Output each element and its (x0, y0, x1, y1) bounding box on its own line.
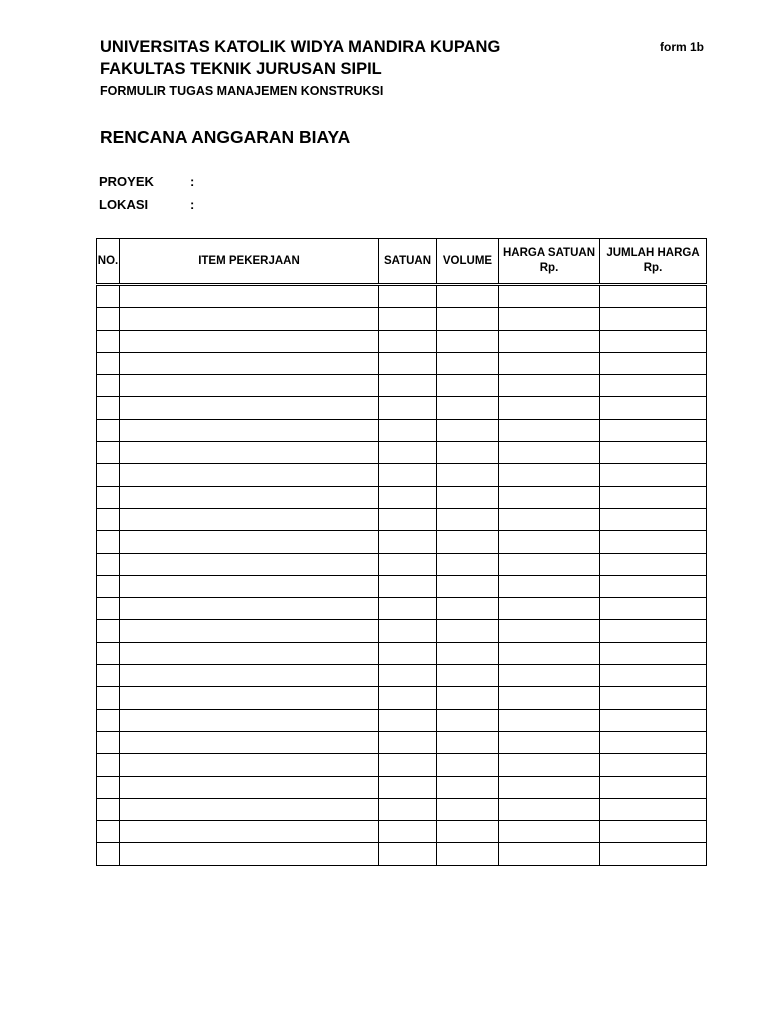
form-code: form 1b (660, 40, 705, 54)
document-title: RENCANA ANGGARAN BIAYA (100, 127, 351, 147)
cell-item (120, 464, 379, 486)
cell-volume (437, 731, 499, 753)
cell-harga-satuan (499, 531, 600, 553)
col-header-no: NO. (97, 239, 120, 285)
cell-no (97, 486, 120, 508)
cell-harga-satuan (499, 776, 600, 798)
col-header-satuan: SATUAN (379, 239, 437, 285)
cell-jumlah-harga (600, 642, 707, 664)
form-name: FORMULIR TUGAS MANAJEMEN KONSTRUKSI (100, 84, 384, 98)
cell-harga-satuan (499, 687, 600, 709)
cell-volume (437, 486, 499, 508)
cell-harga-satuan (499, 330, 600, 352)
cell-jumlah-harga (600, 598, 707, 620)
cell-harga-satuan (499, 285, 600, 308)
cell-item (120, 665, 379, 687)
cell-volume (437, 798, 499, 820)
cell-jumlah-harga (600, 665, 707, 687)
table-row (97, 620, 707, 642)
table-row (97, 575, 707, 597)
cell-volume (437, 464, 499, 486)
cell-satuan (379, 308, 437, 330)
cell-item (120, 397, 379, 419)
cell-satuan (379, 821, 437, 843)
cell-satuan (379, 442, 437, 464)
proyek-label: PROYEK (99, 174, 154, 189)
cell-no (97, 642, 120, 664)
cell-no (97, 375, 120, 397)
university-name: UNIVERSITAS KATOLIK WIDYA MANDIRA KUPANG (100, 38, 501, 56)
cell-no (97, 464, 120, 486)
cell-harga-satuan (499, 665, 600, 687)
cell-volume (437, 352, 499, 374)
proyek-colon: : (190, 174, 195, 189)
cell-satuan (379, 754, 437, 776)
cell-harga-satuan (499, 508, 600, 530)
cell-no (97, 598, 120, 620)
cell-satuan (379, 419, 437, 441)
cell-jumlah-harga (600, 375, 707, 397)
cell-item (120, 642, 379, 664)
cell-no (97, 665, 120, 687)
cell-harga-satuan (499, 620, 600, 642)
cell-harga-satuan (499, 352, 600, 374)
cell-jumlah-harga (600, 285, 707, 308)
cell-item (120, 308, 379, 330)
table-row (97, 553, 707, 575)
table-row (97, 375, 707, 397)
cell-satuan (379, 687, 437, 709)
cell-item (120, 486, 379, 508)
cell-jumlah-harga (600, 575, 707, 597)
table-row (97, 330, 707, 352)
cell-jumlah-harga (600, 486, 707, 508)
cell-volume (437, 375, 499, 397)
cell-jumlah-harga (600, 464, 707, 486)
cell-item (120, 754, 379, 776)
table-row (97, 508, 707, 530)
table-row (97, 464, 707, 486)
cell-no (97, 776, 120, 798)
cell-satuan (379, 397, 437, 419)
cell-no (97, 531, 120, 553)
table-row (97, 419, 707, 441)
cell-item (120, 330, 379, 352)
cell-jumlah-harga (600, 397, 707, 419)
table-row (97, 531, 707, 553)
cell-volume (437, 508, 499, 530)
cell-harga-satuan (499, 308, 600, 330)
cell-volume (437, 531, 499, 553)
cell-no (97, 709, 120, 731)
cell-jumlah-harga (600, 776, 707, 798)
cell-no (97, 352, 120, 374)
table-row (97, 598, 707, 620)
cell-satuan (379, 731, 437, 753)
table-row (97, 843, 707, 865)
cell-no (97, 731, 120, 753)
cell-satuan (379, 642, 437, 664)
cell-volume (437, 687, 499, 709)
col-header-item: ITEM PEKERJAAN (120, 239, 379, 285)
cell-no (97, 442, 120, 464)
cell-item (120, 352, 379, 374)
cell-volume (437, 442, 499, 464)
col-header-jumlah-harga (600, 239, 707, 285)
lokasi-label: LOKASI (99, 197, 149, 212)
cell-item (120, 821, 379, 843)
cell-no (97, 798, 120, 820)
cell-harga-satuan (499, 821, 600, 843)
cell-jumlah-harga (600, 687, 707, 709)
cell-jumlah-harga (600, 531, 707, 553)
cell-item (120, 419, 379, 441)
cell-harga-satuan (499, 642, 600, 664)
table-row (97, 665, 707, 687)
cell-volume (437, 642, 499, 664)
cell-item (120, 575, 379, 597)
cell-volume (437, 330, 499, 352)
cell-satuan (379, 709, 437, 731)
cell-satuan (379, 531, 437, 553)
cell-item (120, 442, 379, 464)
table-row (97, 776, 707, 798)
table-row (97, 352, 707, 374)
cell-no (97, 508, 120, 530)
cell-satuan (379, 843, 437, 865)
budget-table (96, 238, 707, 866)
cell-satuan (379, 665, 437, 687)
cell-jumlah-harga (600, 620, 707, 642)
cell-harga-satuan (499, 709, 600, 731)
cell-no (97, 308, 120, 330)
cell-item (120, 553, 379, 575)
col-header-harga-satuan (499, 239, 600, 285)
cell-jumlah-harga (600, 843, 707, 865)
col-header-jumlah-harga-line2: Rp. (643, 262, 663, 274)
cell-jumlah-harga (600, 798, 707, 820)
cell-no (97, 821, 120, 843)
cell-jumlah-harga (600, 553, 707, 575)
cell-no (97, 553, 120, 575)
table-row (97, 754, 707, 776)
cell-volume (437, 843, 499, 865)
table-row (97, 709, 707, 731)
cell-satuan (379, 486, 437, 508)
table-row (97, 821, 707, 843)
cell-volume (437, 754, 499, 776)
table-row (97, 642, 707, 664)
cell-satuan (379, 575, 437, 597)
table-body (97, 285, 707, 866)
cell-volume (437, 598, 499, 620)
table-row (97, 308, 707, 330)
cell-no (97, 397, 120, 419)
cell-item (120, 598, 379, 620)
cell-satuan (379, 508, 437, 530)
cell-item (120, 285, 379, 308)
cell-jumlah-harga (600, 442, 707, 464)
table-row (97, 397, 707, 419)
cell-harga-satuan (499, 843, 600, 865)
cell-volume (437, 553, 499, 575)
cell-item (120, 709, 379, 731)
cell-harga-satuan (499, 553, 600, 575)
cell-item (120, 508, 379, 530)
cell-volume (437, 821, 499, 843)
cell-no (97, 575, 120, 597)
cell-item (120, 843, 379, 865)
cell-jumlah-harga (600, 419, 707, 441)
cell-satuan (379, 553, 437, 575)
cell-item (120, 687, 379, 709)
faculty-name: FAKULTAS TEKNIK JURUSAN SIPIL (100, 60, 382, 78)
cell-jumlah-harga (600, 731, 707, 753)
cell-harga-satuan (499, 798, 600, 820)
cell-satuan (379, 285, 437, 308)
cell-jumlah-harga (600, 508, 707, 530)
cell-volume (437, 308, 499, 330)
cell-harga-satuan (499, 397, 600, 419)
table-row (97, 687, 707, 709)
cell-item (120, 531, 379, 553)
cell-no (97, 620, 120, 642)
cell-volume (437, 285, 499, 308)
cell-jumlah-harga (600, 330, 707, 352)
cell-harga-satuan (499, 375, 600, 397)
cell-no (97, 843, 120, 865)
cell-jumlah-harga (600, 352, 707, 374)
cell-item (120, 776, 379, 798)
cell-satuan (379, 352, 437, 374)
col-header-jumlah-harga-line1: JUMLAH HARGA (606, 247, 700, 259)
cell-harga-satuan (499, 464, 600, 486)
cell-volume (437, 397, 499, 419)
cell-harga-satuan (499, 486, 600, 508)
cell-volume (437, 419, 499, 441)
table-row (97, 798, 707, 820)
col-header-harga-satuan-line2: Rp. (539, 262, 559, 274)
cell-no (97, 754, 120, 776)
table-row (97, 285, 707, 308)
cell-volume (437, 665, 499, 687)
cell-item (120, 375, 379, 397)
cell-volume (437, 620, 499, 642)
table-row (97, 486, 707, 508)
cell-satuan (379, 464, 437, 486)
cell-no (97, 419, 120, 441)
cell-jumlah-harga (600, 308, 707, 330)
col-header-volume: VOLUME (437, 239, 499, 285)
cell-harga-satuan (499, 731, 600, 753)
cell-item (120, 620, 379, 642)
col-header-harga-satuan-line1: HARGA SATUAN (503, 247, 595, 259)
lokasi-colon: : (190, 197, 195, 212)
cell-satuan (379, 798, 437, 820)
cell-harga-satuan (499, 754, 600, 776)
cell-satuan (379, 598, 437, 620)
cell-item (120, 798, 379, 820)
cell-satuan (379, 330, 437, 352)
cell-harga-satuan (499, 598, 600, 620)
cell-satuan (379, 375, 437, 397)
cell-harga-satuan (499, 419, 600, 441)
cell-harga-satuan (499, 442, 600, 464)
cell-volume (437, 709, 499, 731)
cell-satuan (379, 620, 437, 642)
cell-jumlah-harga (600, 709, 707, 731)
cell-jumlah-harga (600, 821, 707, 843)
cell-no (97, 687, 120, 709)
cell-volume (437, 776, 499, 798)
table-header-row (97, 239, 707, 285)
table-row (97, 442, 707, 464)
table-row (97, 731, 707, 753)
cell-item (120, 731, 379, 753)
cell-harga-satuan (499, 575, 600, 597)
cell-jumlah-harga (600, 754, 707, 776)
cell-satuan (379, 776, 437, 798)
cell-no (97, 330, 120, 352)
cell-volume (437, 575, 499, 597)
cell-no (97, 285, 120, 308)
